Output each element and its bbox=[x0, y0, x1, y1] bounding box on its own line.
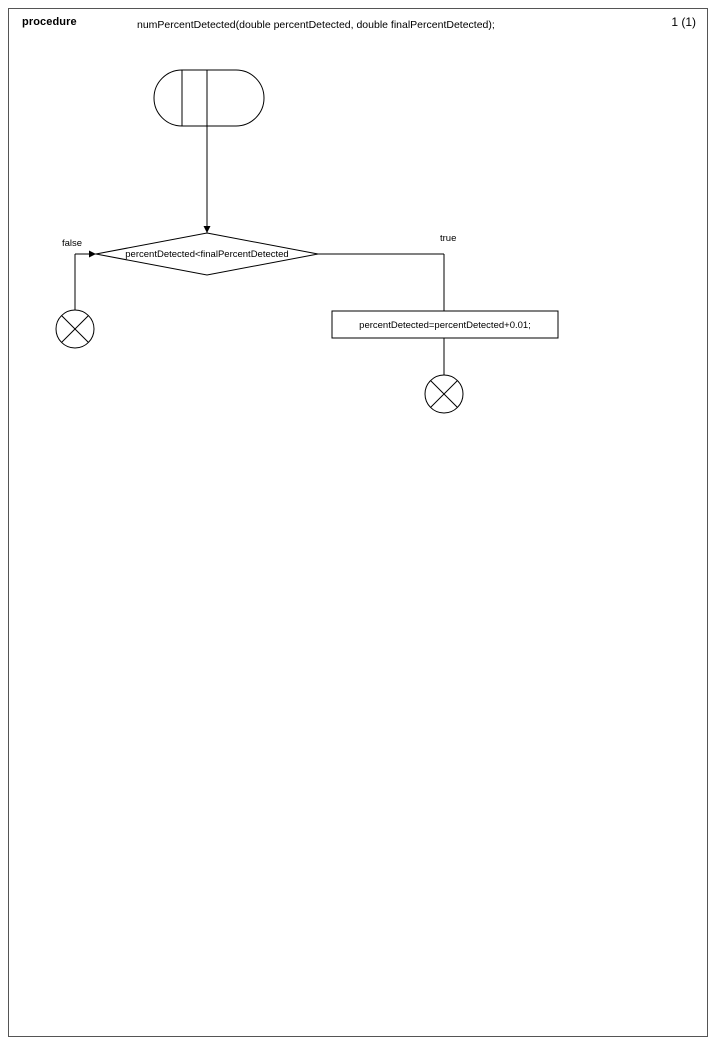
node-decision-label: percentDetected<finalPercentDetected bbox=[125, 249, 289, 260]
node-decision bbox=[96, 233, 318, 275]
page-number: 1 (1) bbox=[671, 15, 696, 29]
header-signature: numPercentDetected(double percentDetected, double finalPercentDetected); bbox=[137, 19, 495, 31]
edge-decision-true bbox=[318, 254, 444, 311]
node-end-false bbox=[56, 310, 94, 348]
node-start bbox=[154, 70, 264, 126]
edge-decision-false bbox=[75, 251, 96, 311]
edge-label-true: true bbox=[440, 233, 457, 244]
edge-label-false: false bbox=[62, 238, 83, 249]
node-process-label: percentDetected=percentDetected+0.01; bbox=[359, 320, 531, 331]
node-end-true bbox=[425, 375, 463, 413]
header-kind-label: procedure bbox=[22, 16, 77, 28]
edge-start-to-decision bbox=[204, 126, 211, 233]
node-process bbox=[332, 311, 558, 338]
